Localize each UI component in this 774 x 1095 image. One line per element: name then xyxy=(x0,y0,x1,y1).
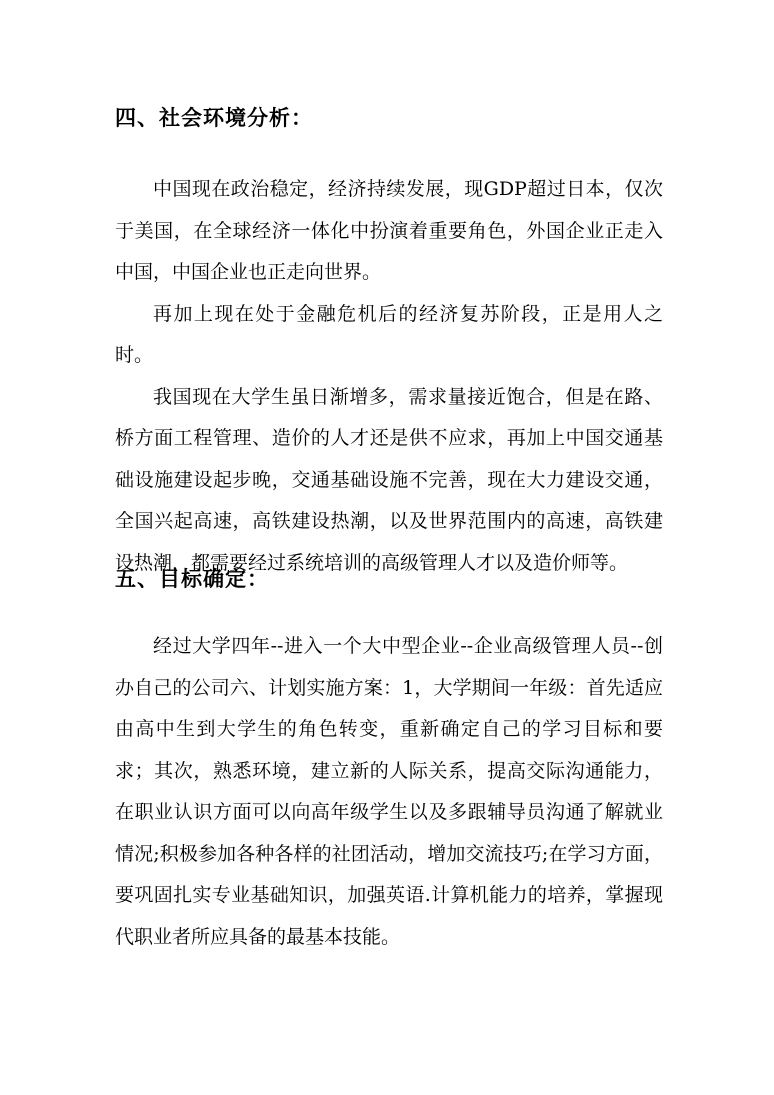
paragraph: 我国现在大学生虽日渐增多，需求量接近饱合，但是在路、桥方面工程管理、造价的人才还是供不应求，再加上中国交通基础设施建设起步晚，交通基础设施不完善，现在大力建设交通，全国兴起高速，高铁建设热潮，以及世界范围内的高速，高铁建设热潮，都需要经过系统培训的高级管理人才以及造价师等。 xyxy=(115,385,663,574)
section-social-environment xyxy=(115,101,663,584)
section-goal-setting xyxy=(115,562,663,958)
section-heading: 四、社会环境分析： xyxy=(115,106,313,130)
paragraph: 中国现在政治稳定，经济持续发展，现GDP超过日本，仅次于美国，在全球经济一体化中扮演着重要角色，外国企业正走入中国，中国企业也正走向世界。 xyxy=(115,178,663,283)
section-heading: 五、目标确定： xyxy=(115,567,269,591)
paragraph: 经过大学四年--进入一个大中型企业--企业高级管理人员--创办自己的公司六、计划实施方案：1，大学期间一年级：首先适应由高中生到大学生的角色转变，重新确定自己的学习目标和要求；其次，熟悉环境，建立新的人际关系，提高交际沟通能力，在职业认识方面可以向高年级学生以及多跟辅导员沟通了解就业情况;积极参加各种各样的社团活动，增加交流技巧;在学习方面，要巩固扎实专业基础知识，加强英语.计算机能力的培养，掌握现代职业者所应具备的最基本技能。 xyxy=(115,635,663,948)
paragraph: 再加上现在处于金融危机后的经济复苏阶段，正是用人之时。 xyxy=(115,302,663,366)
